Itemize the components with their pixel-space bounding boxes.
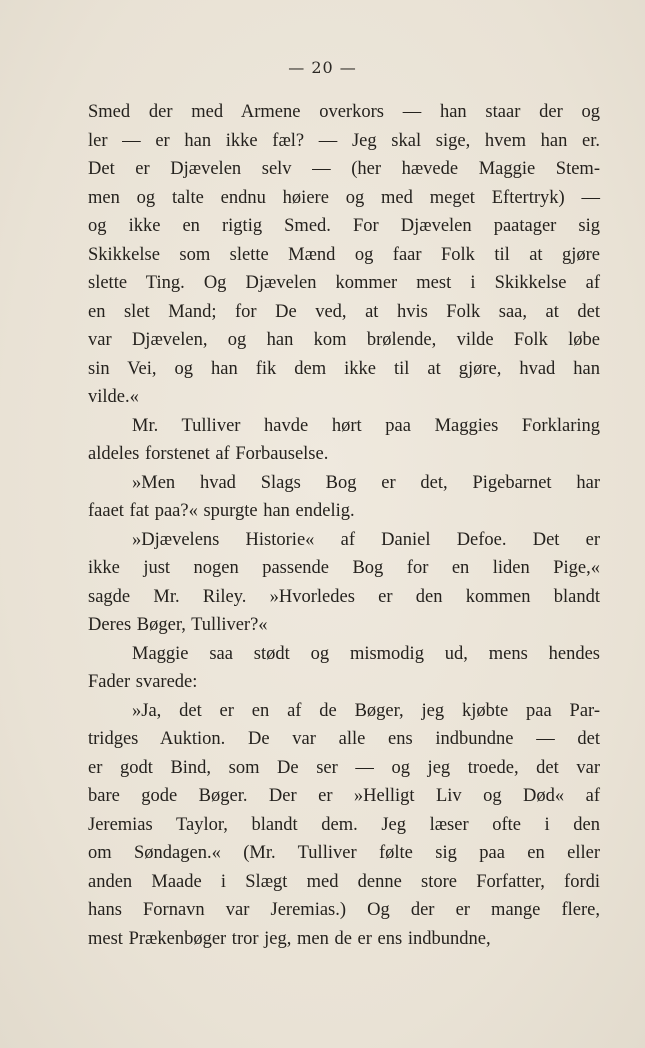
text-line: er godt Bind, som De ser — og jeg troede, det var <box>88 757 600 778</box>
text-line: faaet fat paa?« spurgte han endelig. <box>88 501 355 521</box>
text-line: Fader svarede: <box>88 672 198 692</box>
paragraph <box>88 469 600 526</box>
paragraph <box>88 412 600 469</box>
text-line: var Djævelen, og han kom brølende, vilde Folk løbe <box>88 330 600 350</box>
text-line: slette Ting. Og Djævelen kommer mest i Skikkelse af <box>88 273 600 293</box>
text-line: Skikkelse som slette Mænd og faar Folk til at gjøre <box>88 244 600 265</box>
text-line: Jeremias Taylor, blandt dem. Jeg læser ofte i den <box>88 814 600 835</box>
text-line: og ikke en rigtig Smed. For Djævelen paatager sig <box>88 216 600 236</box>
text-line: tridges Auktion. De var alle ens indbundne — det <box>88 729 600 749</box>
text-line: bare gode Bøger. Der er »Helligt Liv og Død« af <box>88 786 600 806</box>
paragraph <box>88 98 600 412</box>
text-line: Deres Bøger, Tulliver?« <box>88 615 268 635</box>
text-line: sagde Mr. Riley. »Hvorledes er den kommen blandt <box>88 586 600 607</box>
paragraph <box>88 697 600 954</box>
text-line: ikke just nogen passende Bog for en liden Pige,« <box>88 558 600 578</box>
text-line: »Men hvad Slags Bog er det, Pigebarnet har <box>132 472 600 493</box>
text-line: anden Maade i Slægt med denne store Forfatter, fordi <box>88 871 600 892</box>
paragraph <box>88 640 600 697</box>
body-text <box>88 98 600 953</box>
text-line: sin Vei, og han fik dem ikke til at gjøre, hvad han <box>88 358 600 379</box>
text-line: men og talte endnu høiere og med meget Eftertryk) — <box>88 187 600 208</box>
text-line: om Søndagen.« (Mr. Tulliver følte sig paa en eller <box>88 843 600 863</box>
paragraph <box>88 526 600 640</box>
text-line: vilde.« <box>88 387 139 407</box>
text-line: Mr. Tulliver havde hørt paa Maggies Forklaring <box>132 415 600 436</box>
text-line: hans Fornavn var Jeremias.) Og der er mange flere, <box>88 900 600 920</box>
text-line: en slet Mand; for De ved, at hvis Folk saa, at det <box>88 301 600 322</box>
text-line: »Ja, det er en af de Bøger, jeg kjøbte paa Par- <box>132 700 600 721</box>
text-line: Maggie saa stødt og mismodig ud, mens hendes <box>132 643 600 664</box>
text-line: Smed der med Armene overkors — han staar der og <box>88 102 600 122</box>
text-line: ler — er han ikke fæl? — Jeg skal sige, hvem han er. <box>88 130 600 151</box>
text-line: Det er Djævelen selv — (her hævede Maggie Stem- <box>88 159 600 179</box>
text-line: mest Prækenbøger tror jeg, men de er ens indbundne, <box>88 928 491 949</box>
page-number: — 20 — <box>288 58 357 77</box>
text-line: aldeles forstenet af Forbauselse. <box>88 444 329 464</box>
text-line: »Djævelens Historie« af Daniel Defoe. Det er <box>132 529 600 550</box>
